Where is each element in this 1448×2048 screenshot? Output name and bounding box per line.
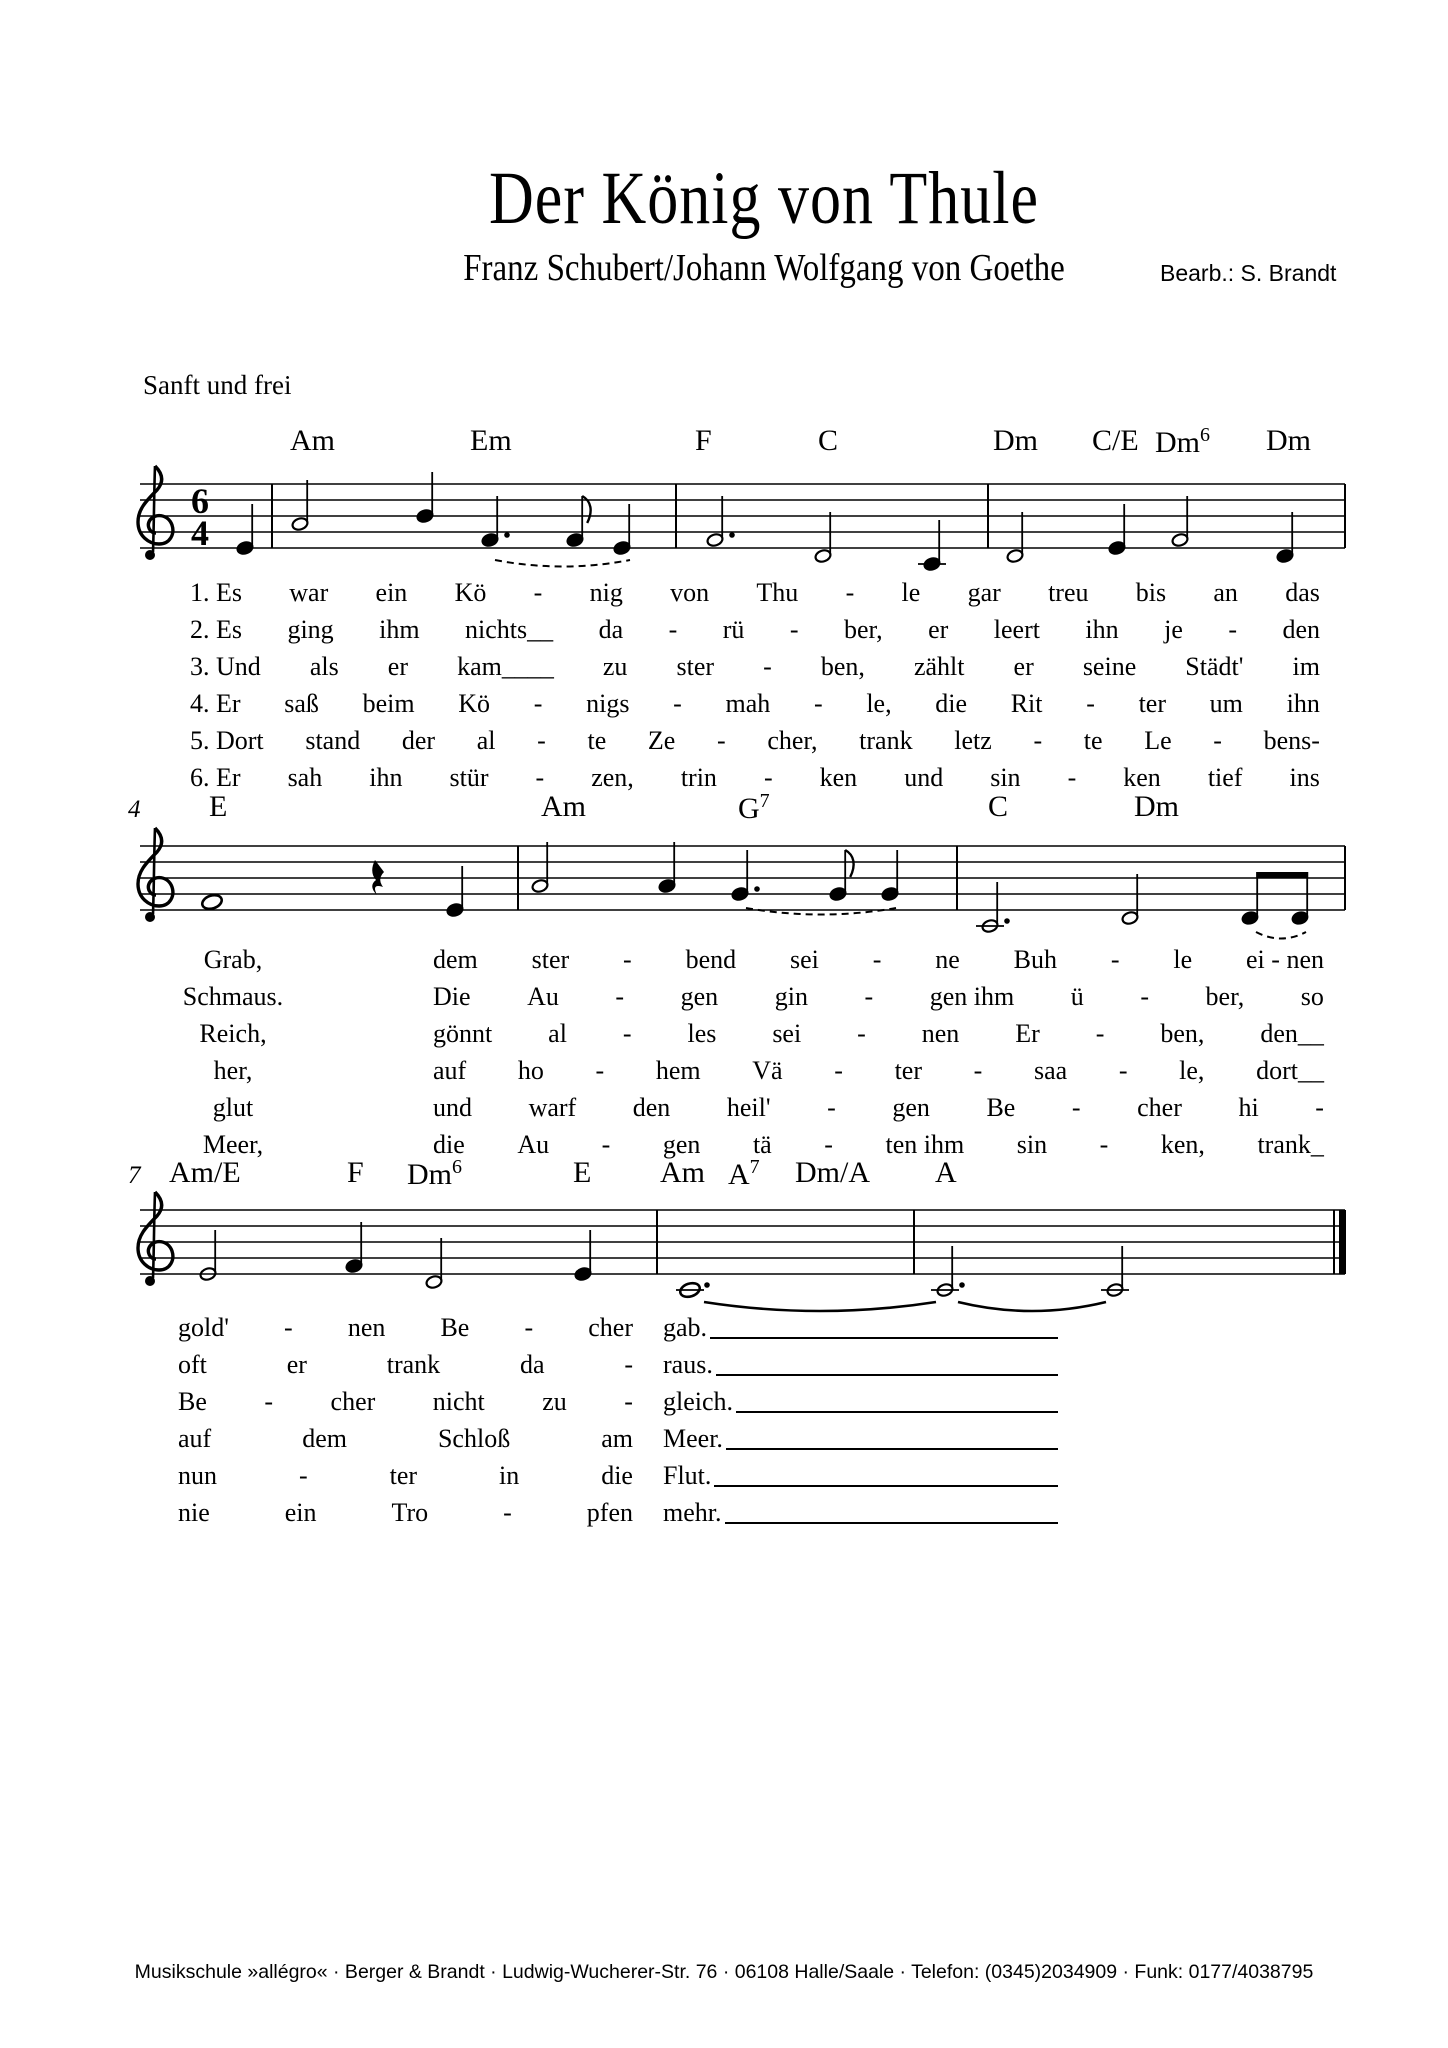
lyric-syllable: Grab, [203, 945, 263, 974]
lyric-syllable: warf [528, 1093, 577, 1122]
chord-row-2 [0, 790, 1448, 830]
lyric-syllable: ihn [1286, 689, 1320, 718]
lyric-syllable: - [668, 615, 678, 644]
note-glyph [199, 1230, 217, 1281]
chord-symbol: Dm$^6$ [407, 1156, 462, 1191]
lyric-line [178, 1015, 1324, 1052]
lyric-syllable: - [872, 945, 882, 974]
lyric-syllable: - [624, 1387, 633, 1416]
chord-symbol: F [695, 424, 712, 457]
lyric-syllable: tief [1207, 763, 1243, 792]
lyric-syllable: le [1173, 945, 1193, 974]
lyric-syllable: Schmaus. [182, 982, 284, 1011]
note-glyph [481, 496, 510, 547]
lyric-syllable: im [1292, 652, 1320, 681]
lyric-syllable: dort__ [1256, 1056, 1324, 1085]
note-glyph [574, 1230, 592, 1281]
lyric-syllable: Buh [1013, 945, 1057, 974]
lyric-syllable: trank [859, 726, 913, 755]
lyric-syllable: le [901, 578, 921, 607]
lyric-syllable: nen [347, 1313, 386, 1342]
lyric-syllable: ter [1138, 689, 1166, 718]
lyric-syllable: stand [305, 726, 361, 755]
lyric-syllable: cher [330, 1387, 376, 1416]
lyric-syllable: les [687, 1019, 717, 1048]
lyric-syllable: - [264, 1387, 274, 1416]
lyric-syllable: - [624, 1350, 633, 1379]
lyric-syllable: ihm [379, 615, 420, 644]
slur [495, 560, 630, 567]
lyric-syllable: nigs [586, 689, 630, 718]
lyric-syllable: die [433, 1130, 465, 1159]
beamed-eighth-pair [1241, 872, 1309, 925]
lyric-syllable: al [548, 1019, 567, 1048]
lyric-line [190, 685, 1320, 722]
lyric-line [178, 1126, 1324, 1163]
lyric-syllable: Au [517, 1130, 550, 1159]
lyric-syllable: - [535, 763, 545, 792]
chord-symbol: C/E [1092, 424, 1139, 457]
lyric-syllable: - [763, 652, 772, 681]
lyric-syllable: pfen [586, 1498, 633, 1527]
lyric-syllable: - [673, 689, 682, 718]
lyric-syllable: Be [178, 1387, 207, 1416]
lyric-syllable: gold' [178, 1313, 229, 1342]
lyric-syllable: gen [680, 982, 719, 1011]
lyric-syllable: war [289, 578, 329, 607]
lyric-syllable: sin [990, 763, 1021, 792]
lyric-syllable: - [623, 945, 632, 974]
note-glyph [976, 882, 1010, 933]
lyric-syllable: hem [655, 1056, 701, 1085]
note-glyph [446, 866, 464, 917]
lyric-syllable: gen [892, 1093, 930, 1122]
lyric-syllable: gar [967, 578, 1001, 607]
lyric-syllable: ster [531, 945, 570, 974]
lyric-syllable: trin [680, 763, 717, 792]
note-glyph [1101, 1246, 1129, 1297]
lyric-syllable: - [1315, 1093, 1324, 1122]
chord-symbol: Am [541, 790, 586, 823]
note-glyph [613, 504, 631, 555]
chord-symbol: E [573, 1156, 592, 1189]
lyric-syllable: - [789, 615, 799, 644]
lyric-syllable: nen [921, 1019, 960, 1048]
measure-number-4: 4 [128, 796, 141, 823]
note-glyph [1276, 512, 1294, 563]
lyric-syllable: nie [178, 1498, 210, 1527]
lyric-line [178, 1089, 1324, 1126]
lyric-syllable: te [587, 726, 607, 755]
note-glyph [416, 472, 434, 523]
lyric-syllable: gen ihm [929, 982, 1015, 1011]
lyric-syllable: da [598, 615, 624, 644]
tempo-marking: Sanft und frei [143, 370, 292, 400]
note-glyph [345, 1222, 363, 1273]
lyric-syllable: er [387, 652, 408, 681]
lyric-syllable: treu [1048, 578, 1089, 607]
treble-clef-icon [138, 1192, 173, 1286]
chord-symbol: C [818, 424, 839, 457]
lyric-syllable: - [503, 1498, 512, 1527]
lyric-syllable: 6. Er [190, 763, 241, 792]
lyric-line [178, 1346, 1058, 1383]
slur [746, 908, 896, 915]
lyric-syllable: - [595, 1056, 605, 1085]
lyric-syllable: nun [178, 1461, 217, 1490]
lyric-syllable: Flut. [663, 1461, 712, 1490]
lyric-syllable: Reich, [199, 1019, 267, 1048]
lyric-line [178, 1052, 1324, 1089]
lyric-syllable: gen [662, 1130, 701, 1159]
lyric-syllable: Städt' [1185, 652, 1244, 681]
lyric-syllable: mah [725, 689, 771, 718]
lyric-syllable: 1. Es [190, 578, 242, 607]
lyric-line [190, 648, 1320, 685]
lyric-extender-line [725, 1494, 1059, 1524]
lyric-syllable: - [813, 689, 823, 718]
time-signature [191, 481, 209, 553]
lyric-syllable: ein [375, 578, 408, 607]
lyric-syllable: - [973, 1056, 983, 1085]
lyric-syllable: - [827, 1093, 836, 1122]
lyric-syllable: oft [178, 1350, 207, 1379]
lyric-line [190, 759, 1320, 796]
lyric-syllable: - [834, 1056, 843, 1085]
lyric-syllable: der [401, 726, 436, 755]
lyric-syllable: - [533, 578, 543, 607]
lyric-syllable: zählt [913, 652, 965, 681]
lyric-syllable: als [309, 652, 339, 681]
lyric-syllable: zu [542, 1387, 567, 1416]
lyric-syllable: - [824, 1130, 833, 1159]
lyric-syllable: an [1213, 578, 1238, 607]
lyric-syllable: je [1164, 615, 1183, 644]
lyric-syllable: - [615, 982, 625, 1011]
lyric-syllable: ging [287, 615, 334, 644]
lyrics-system-3 [178, 1309, 1058, 1531]
lyric-syllable: Ze [647, 726, 676, 755]
lyric-syllable: ü [1070, 982, 1084, 1011]
lyric-syllable: ho [517, 1056, 544, 1085]
lyric-syllable: in [499, 1461, 520, 1490]
lyric-syllable: glut [212, 1093, 254, 1122]
note-glyph [236, 504, 254, 555]
lyric-syllable: - [1118, 1056, 1128, 1085]
lyric-line [178, 1383, 1058, 1420]
lyric-syllable: ber, [1205, 982, 1245, 1011]
lyric-syllable: gin [774, 982, 808, 1011]
lyric-syllable: te [1083, 726, 1103, 755]
lyric-line [190, 574, 1320, 611]
chord-symbol: C [988, 790, 1009, 823]
lyric-syllable: - [864, 982, 874, 1011]
lyric-syllable: ten ihm [885, 1130, 965, 1159]
measure-number-7: 7 [128, 1162, 141, 1189]
lyric-syllable: letz [954, 726, 992, 755]
chord-symbol: Dm [993, 424, 1038, 457]
treble-clef-icon [138, 828, 173, 922]
note-glyph [291, 480, 309, 531]
note-glyph [1006, 512, 1024, 563]
lyric-syllable: - [1067, 763, 1077, 792]
lyric-syllable: - [1140, 982, 1149, 1011]
lyric-syllable: Au [527, 982, 559, 1011]
note-glyph [1171, 496, 1189, 547]
lyric-syllable: tä [752, 1130, 772, 1159]
page-title: Der König von Thule [489, 157, 1039, 241]
final-barline [1334, 1210, 1346, 1274]
lyric-syllable: - [1086, 689, 1095, 718]
lyric-syllable: - [298, 1461, 308, 1490]
lyric-line [178, 941, 1324, 978]
chord-symbol: A [935, 1156, 957, 1189]
lyric-syllable: ne [935, 945, 960, 974]
lyric-syllable: nichts__ [465, 615, 554, 644]
chord-symbol: $G^7$ [738, 790, 770, 825]
note-glyph [829, 850, 854, 901]
lyric-line [178, 1457, 1058, 1494]
lyric-syllable: ins [1289, 763, 1320, 792]
lyric-line [190, 611, 1320, 648]
lyric-syllable: sei [772, 1019, 802, 1048]
lyric-extender-line [726, 1420, 1058, 1450]
lyric-syllable: bens- [1263, 726, 1320, 755]
note-glyph [918, 520, 946, 571]
lyric-syllable: Er [1015, 1019, 1040, 1048]
lyric-syllable: den [632, 1093, 671, 1122]
footer-text: Musikschule »allégro« · Berger & Brandt · Ludwig-Wucherer-Str. 76 · 06108 Halle/Saale · Telefon: (0345)2034909 · Funk: 0177/4038795 [134, 1961, 1314, 1983]
lyric-syllable: er [286, 1350, 307, 1379]
lyric-syllable: Be [440, 1313, 470, 1342]
lyric-line [178, 1309, 1058, 1346]
lyric-syllable: - [845, 578, 855, 607]
lyric-syllable: ben, [820, 652, 865, 681]
lyric-syllable: - [1099, 1130, 1109, 1159]
lyric-syllable: rü [722, 615, 745, 644]
lyric-syllable: Meer. [663, 1424, 723, 1453]
quarter-rest-glyph [372, 860, 384, 895]
chord-symbol: E [209, 790, 228, 823]
lyric-syllable: stür [449, 763, 489, 792]
lyric-syllable: le, [866, 689, 892, 718]
lyric-syllable: - [284, 1313, 293, 1342]
chord-symbol: Dm [1134, 790, 1179, 823]
lyric-syllable: ben, [1160, 1019, 1205, 1048]
lyric-syllable: Kö [454, 578, 487, 607]
lyric-syllable: - [533, 689, 543, 718]
lyric-syllable: den__ [1260, 1019, 1324, 1048]
chord-symbol: Dm [1266, 424, 1311, 457]
chord-symbol: Dm/A [795, 1156, 870, 1189]
lyric-syllable: er [1013, 652, 1034, 681]
lyric-syllable: am [601, 1424, 633, 1453]
lyric-syllable: das [1285, 578, 1320, 607]
lyric-syllable: Rit [1010, 689, 1043, 718]
lyrics-system-2 [178, 941, 1324, 1163]
lyric-syllable: 2. Es [190, 615, 242, 644]
note-glyph [731, 850, 760, 901]
lyric-syllable: bend [685, 945, 737, 974]
chord-row-1 [0, 424, 1448, 464]
lyric-syllable: hi [1238, 1093, 1259, 1122]
lyric-syllable: heil' [726, 1093, 771, 1122]
lyric-syllable: her, [213, 1056, 253, 1085]
note-glyph [425, 1238, 443, 1289]
lyric-syllable: trank_ [1257, 1130, 1324, 1159]
lyric-extender-line [714, 1457, 1058, 1487]
lyric-line [178, 1494, 1058, 1531]
note-glyph [566, 496, 591, 547]
lyric-syllable: ter [894, 1056, 922, 1085]
lyric-line [190, 722, 1320, 759]
lyric-syllable: raus. [663, 1350, 713, 1379]
lyric-syllable: seine [1082, 652, 1137, 681]
lyric-syllable: - [1110, 945, 1120, 974]
treble-clef-icon [138, 466, 173, 560]
lyric-syllable: da [519, 1350, 545, 1379]
lyric-extender-line [710, 1309, 1058, 1339]
lyric-syllable: - [716, 726, 726, 755]
lyric-syllable: um [1209, 689, 1243, 718]
lyric-syllable: bis [1135, 578, 1167, 607]
lyric-syllable: ken [1123, 763, 1161, 792]
arranger-credit: Bearb.: S. Brandt [1160, 260, 1337, 286]
lyric-syllable: und [433, 1093, 472, 1122]
lyric-syllable: 3. Und [190, 652, 261, 681]
chord-symbol: Am [660, 1156, 705, 1189]
chord-symbol: F [347, 1156, 364, 1189]
lyric-syllable: Tro [391, 1498, 429, 1527]
lyric-syllable: nicht [432, 1387, 485, 1416]
lyric-syllable: die [601, 1461, 633, 1490]
lyric-syllable: ster [676, 652, 715, 681]
lyric-syllable: - [1095, 1019, 1105, 1048]
lyric-syllable: zen, [591, 763, 634, 792]
lyrics-system-1 [190, 574, 1320, 796]
lyric-syllable: - [601, 1130, 611, 1159]
note-glyph [814, 512, 832, 563]
lyric-syllable: - [857, 1019, 866, 1048]
note-glyph [1108, 504, 1126, 555]
lyric-syllable: Vä [752, 1056, 783, 1085]
lyric-syllable: ber, [843, 615, 883, 644]
lyric-syllable: Le [1144, 726, 1172, 755]
lyric-syllable: dem [433, 945, 478, 974]
lyric-syllable: sah [287, 763, 323, 792]
lyric-syllable: Meer, [202, 1130, 264, 1159]
lyric-syllable: trank [386, 1350, 441, 1379]
lyric-syllable: die [935, 689, 968, 718]
lyric-syllable: auf [433, 1056, 467, 1085]
lyric-syllable: ter [389, 1461, 418, 1490]
lyric-syllable: er [928, 615, 949, 644]
lyric-syllable: beim [362, 689, 415, 718]
lyric-syllable: nig [589, 578, 623, 607]
lyric-syllable: Thu [756, 578, 799, 607]
lyric-syllable: le, [1179, 1056, 1205, 1085]
lyric-syllable: 4. Er [190, 689, 241, 718]
lyric-syllable: - [1033, 726, 1043, 755]
lyric-syllable: gleich. [663, 1387, 734, 1416]
lyric-syllable: ein [284, 1498, 317, 1527]
lyric-syllable: cher [1137, 1093, 1182, 1122]
note-glyph [1121, 874, 1139, 925]
lyric-extender-line [736, 1383, 1058, 1413]
lyric-line [178, 1420, 1058, 1457]
chord-symbol: Dm$^6$ [1155, 424, 1210, 459]
slur [1256, 932, 1306, 939]
lyric-syllable: von [670, 578, 710, 607]
note-glyph [201, 893, 224, 911]
lyric-syllable: dem [302, 1424, 347, 1453]
lyric-syllable: gönnt [433, 1019, 493, 1048]
lyric-syllable: - [1071, 1093, 1081, 1122]
note-glyph [881, 850, 899, 901]
lyric-syllable: ihn [369, 763, 403, 792]
lyric-syllable: gab. [663, 1313, 708, 1342]
lyric-syllable: Be [986, 1093, 1016, 1122]
lyric-extender-line [716, 1346, 1058, 1376]
note-glyph [676, 1281, 710, 1299]
lyric-syllable: 5. Dort [190, 726, 264, 755]
lyric-syllable: cher, [767, 726, 818, 755]
lyric-syllable: - [763, 763, 773, 792]
lyric-syllable: - [1228, 615, 1237, 644]
lyric-syllable: al [476, 726, 496, 755]
lyric-syllable: zu [602, 652, 628, 681]
lyric-syllable: ken [819, 763, 858, 792]
lyric-syllable: und [904, 763, 944, 792]
lyric-syllable: Schloß [437, 1424, 511, 1453]
lyric-syllable: Die [433, 982, 471, 1011]
lyric-syllable: sin [1016, 1130, 1048, 1159]
lyric-syllable: kam____ [457, 652, 554, 681]
chord-symbol: $A^7$ [728, 1156, 760, 1191]
composer-line: Franz Schubert/Johann Wolfgang von Goethe [463, 248, 1065, 290]
note-glyph [706, 496, 735, 547]
lyric-syllable: - [524, 1313, 534, 1342]
lyric-syllable: auf [178, 1424, 212, 1453]
lyric-syllable: ihn [1085, 615, 1119, 644]
lyric-syllable: so [1300, 982, 1324, 1011]
note-glyph [658, 842, 676, 893]
note-glyph [931, 1246, 965, 1297]
lyric-syllable: Kö [458, 689, 491, 718]
chord-symbol: Am/E [169, 1156, 241, 1189]
lyric-syllable: leert [993, 615, 1040, 644]
svg-text:6: 6 [191, 481, 209, 521]
svg-text:4: 4 [191, 513, 209, 553]
lyric-syllable: ei - nen [1246, 945, 1324, 974]
lyric-syllable: - [1213, 726, 1222, 755]
lyric-syllable: saß [284, 689, 319, 718]
chord-symbol: Em [470, 424, 512, 457]
lyric-syllable: den [1282, 615, 1320, 644]
lyric-syllable: cher [588, 1313, 633, 1342]
lyric-syllable: sei [789, 945, 819, 974]
chord-symbol: Am [290, 424, 335, 457]
lyric-line [178, 978, 1324, 1015]
lyric-syllable: saa [1033, 1056, 1068, 1085]
lyric-syllable: - [622, 1019, 632, 1048]
lyric-syllable: mehr. [663, 1498, 722, 1527]
note-glyph [531, 842, 549, 893]
lyric-syllable: - [537, 726, 546, 755]
lyric-syllable: ken, [1160, 1130, 1205, 1159]
